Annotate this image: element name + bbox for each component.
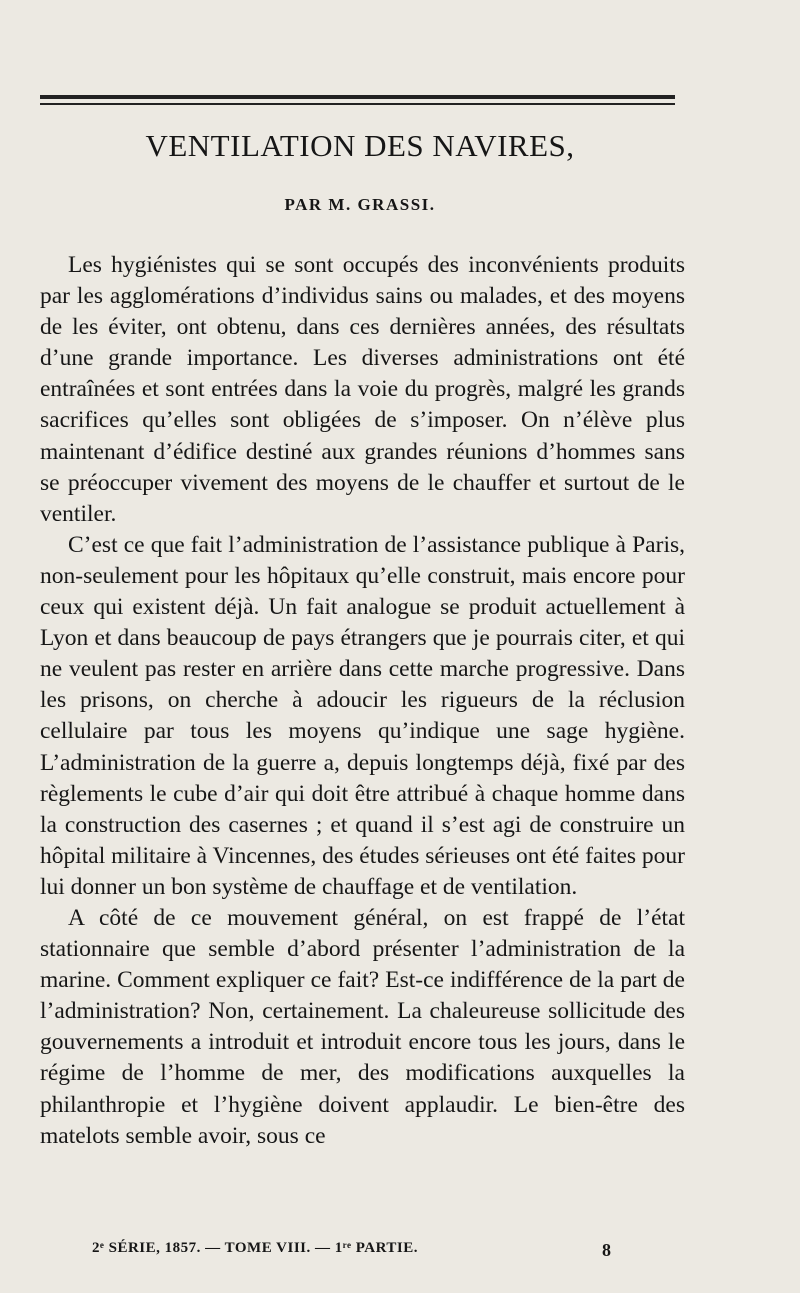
article-body [40, 250, 685, 1152]
header-rule-thin [40, 103, 675, 105]
signature-mark: 2ᵉ SÉRIE, 1857. — TOME VIII. — 1ʳᵉ PARTIE. [92, 1240, 419, 1256]
article-author: PAR M. GRASSI. [284, 195, 436, 214]
article-title: VENTILATION DES NAVIRES, [145, 128, 575, 163]
header-rule [40, 95, 675, 99]
signature-number: 8 [602, 1240, 612, 1260]
paragraph-3: A côté de ce mouvement général, on est frappé de l’état stationnaire que semble d’abord présenter l’administration de la marine. Comment expliquer ce fait? Est-ce indifférence de la part de l’administration? Non, certainement. La chaleureuse sollicitude des gouvernements a introduit et introduit encore tous les jours, dans le régime de l’homme de mer, des modifications auxquelles la philanthropie et l’hygiène doivent applaudir. Le bien-être des matelots semble avoir, sous ce [40, 904, 685, 1149]
paragraph-1: Les hygiénistes qui se sont occupés des inconvénients produits par les agglomérations d’individus sains ou malades, et des moyens de les éviter, ont obtenu, dans ces dernières années, des résultats d’une grande importance. Les diverses administrations ont été entraînées et sont entrées dans la voie du progrès, malgré les grands sacrifices qu’elles sont obligées de s’imposer. On n’élève plus maintenant d’édifice destiné aux grandes réunions d’hommes sans se préoccuper vivement des moyens de le chauffer et surtout de le ventiler. [40, 252, 685, 527]
paragraph-2: C’est ce que fait l’administration de l’assistance publique à Paris, non-seulement pour les hôpitaux qu’elle construit, mais encore pour ceux qui existent déjà. Un fait analogue se produit actuellement à Lyon et dans beaucoup de pays étrangers que je pourrais citer, et qui ne veulent pas rester en arrière dans cette marche progressive. Dans les prisons, on cherche à adoucir les rigueurs de la réclusion cellulaire par tous les moyens qu’indique une sage hygiène. L’administration de la guerre a, depuis longtemps déjà, fixé par des règlements le cube d’air qui doit être attribué à chaque homme dans la construction des casernes ; et quand il s’est agi de construire un hôpital militaire à Vincennes, des études sérieuses ont été faites pour lui donner un bon système de chauffage et de ventilation. [40, 531, 685, 900]
